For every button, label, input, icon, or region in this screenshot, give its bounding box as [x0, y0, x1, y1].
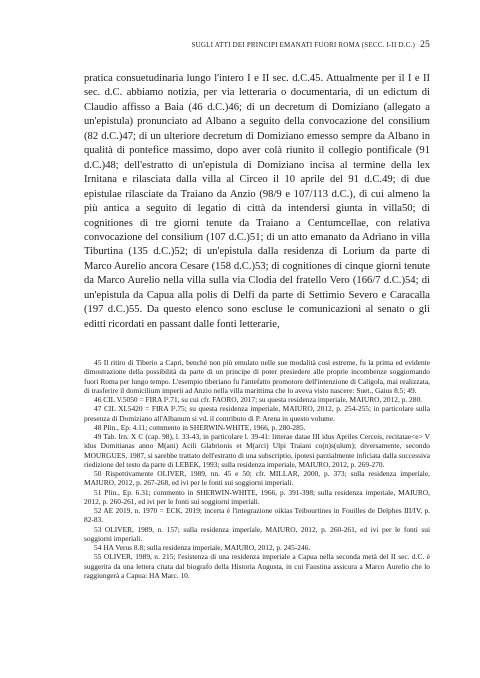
footnote-53: 53 OLIVER, 1989, n. 157; sulla residenza imperiale, MAIURO, 2012, p. 260-261, ed ivi per le fonti sui soggiorni imperiali.	[84, 524, 430, 543]
footnote-47: 47 CIL XI.5420 = FIRA I².75; su questa residenza imperiale, MAIURO, 2012, p. 254-255; in particolare sulla presenza di Domiziano all'Albanum si vd. il contributo di P. Arena in questo volume.	[84, 404, 430, 423]
footnotes	[84, 358, 430, 580]
body-paragraph: pratica consuetudinaria lungo l'intero I e II sec. d.C.45. Attualmente per il I e II sec. d.C. abbiamo notizia, per via letteraria o documentaria, di un edictum di Claudio affisso a Baia (46 d.C.)46; di un decretum di Domiziano (allegato a un'epistula) pronunciato ad Albano a seguito della convocazione del consilium (82 d.C.)47; di un ulteriore decretum di Domiziano emesso sempre da Albano in qualità di pontefice massimo, dopo aver colà riunito il collegio pontificale (91 d.C.)48; dell'estratto di un'epistula di Domiziano incisa al termine della lex Irnitana e rilasciata dalla villa al Circeo il 10 aprile del 91 d.C.49; di due epistulae rilasciate da Traiano da Anzio (98/9 e 107/113 d.C.), di cui almeno la più antica a seguito di legatio di città da intendersi giunta in villa50; di cognitiones di tre giorni tenute da Traiano a Centumcellae, con relativa convocazione del consilium (107 d.C.)51; di un atto emanato da Adriano in villa Tiburtina (135 d.C.)52; di un'epistula dalla residenza di Lorium da parte di Marco Aurelio ancora Cesare (158 d.C.)53; di cognitiones di cinque giorni tenute da Marco Aurelio nella villa sulla via Clodia del fratello Vero (166/7 d.C.)54; di un'epistula da Capua alla polis di Delfi da parte di Settimio Severo e Caracalla (197 d.C.)55. Da questo elenco sono escluse le comunicazioni al senato o gli editti ricordati en passant dalle fonti letterarie,	[84, 73, 430, 330]
footnote-52: 52 AE 2019, n. 1970 = ECK, 2019; incerta è l'integrazione oikias Teibourtines in Fouilles de Delphes III/IV, p. 82-83.	[84, 506, 430, 525]
footnote-50: 50 Rispettivamente OLIVER, 1989, nn. 45 e 50; cfr. MILLAR, 2000, p. 373; sulla residenza imperiale, MAIURO, 2012, p. 267-268, ed ivi per le fonti sui soggiorni imperiali.	[84, 469, 430, 488]
running-title: SUGLI ATTI DEI PRINCIPI EMANATI FUORI ROMA (SECC. I-II D.C.)	[191, 41, 416, 49]
running-header	[192, 41, 430, 50]
footnote-51: 51 Plin., Ep. 6.31; commento in SHERWIN-WHITE, 1966, p. 391-398; sulla residenza imperiale, MAIURO, 2012, p. 260-261, ed ivi per le fonti sui soggiorni imperiali.	[84, 487, 430, 506]
body-text	[84, 72, 430, 332]
footnote-49: 49 Tab. Irn. X C (cap. 98), l. 33-43, in particolare l. 39-41: litterae datae III idus Apriles Cerceis, recitatae<e> V idus Domitianas anno M(ani) Acili Glabrionis et M(arci) Ulpi Traiani co(n)s(ulum); diversamente, secondo MOURGUES, 1987, si sarebbe trattato dell'estratto di una subscriptio, ipotesi parzialmente inficiata dalla successiva riedizione del testo da parte di LEBEK, 1993; sulla residenza imperiale, MAIURO, 2012, p. 269-270.	[84, 432, 430, 469]
footnote-46: 46 CIL V.5050 = FIRA I².71, su cui cfr. FAORO, 2017; su questa residenza imperiale, MAIURO, 2012, p. 280.	[94, 395, 422, 404]
footnote-45: 45 Il ritiro di Tiberio a Capri, benché non più emulato nelle sue modalità così estreme, fu la prima ed evidente dimostrazione della possibilità da parte di un principe di poter presiedere alle proprie incombenze soggiornando fuori Roma per lungo tempo. L'esempio tiberiano fu l'antefatto promotore dell'intenzione di Caligola, mai realizzata, di trasferire il domicilium imperii ad Anzio nella villa marittima che lo aveva visto nascere: Suet., Gaius 8.5; 49.	[84, 358, 430, 395]
footnote-54: 54 HA Verus 8.8; sulla residenza imperiale, MAIURO, 2012, p. 245-246.	[94, 543, 311, 552]
footnote-55: 55 OLIVER, 1989, n. 215; l'esistenza di una residenza imperiale a Capua nella seconda metà del II sec. d.C. è suggerita da una lettera citata dal biografo della Historia Augusta, in cui Faustina assicura a Marco Aurelio che lo raggiungerà a Capua: HA Marc. 10.	[84, 552, 430, 580]
footnote-48: 48 Plin., Ep. 4.11; commento in SHERWIN-WHITE, 1966, p. 280-285.	[94, 422, 306, 432]
page-number: 25	[420, 40, 430, 50]
